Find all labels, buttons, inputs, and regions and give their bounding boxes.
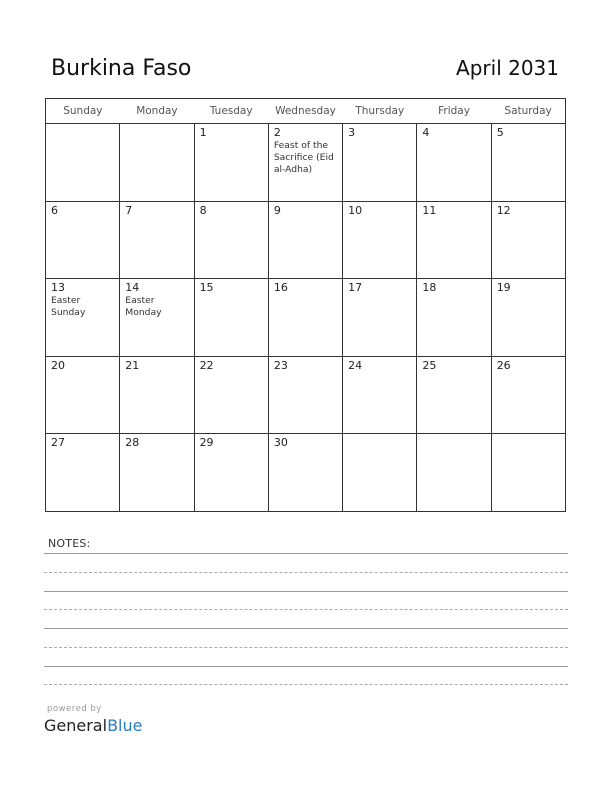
day-number: 8 bbox=[199, 203, 207, 217]
day-number: 4 bbox=[422, 126, 430, 139]
brand-logo[interactable] bbox=[44, 716, 142, 735]
month-year-title: April 2031 bbox=[456, 56, 559, 80]
day-number: 28 bbox=[125, 436, 140, 450]
calendar-grid bbox=[45, 98, 566, 512]
day-number: 24 bbox=[348, 358, 363, 372]
day-cell[interactable] bbox=[46, 279, 120, 357]
week-row bbox=[46, 356, 566, 434]
day-cell[interactable] bbox=[120, 279, 194, 357]
day-cell[interactable] bbox=[343, 201, 417, 279]
day-cell[interactable] bbox=[46, 434, 120, 512]
weekday-thursday: Thursday bbox=[343, 99, 417, 124]
notes-line bbox=[44, 591, 568, 592]
weekday-tuesday: Tuesday bbox=[194, 99, 268, 124]
notes-line bbox=[44, 609, 568, 610]
day-number: 3 bbox=[348, 126, 356, 139]
notes-line bbox=[44, 553, 568, 554]
day-cell[interactable] bbox=[491, 356, 565, 434]
notes-line bbox=[44, 684, 568, 685]
day-number: 16 bbox=[273, 281, 288, 295]
day-cell[interactable] bbox=[491, 201, 565, 279]
week-row bbox=[46, 124, 566, 202]
day-number: 1 bbox=[199, 126, 207, 139]
notes-line bbox=[44, 628, 568, 629]
weekday-friday: Friday bbox=[417, 99, 491, 124]
day-number: 27 bbox=[51, 436, 65, 450]
day-cell[interactable] bbox=[343, 356, 417, 434]
holiday-label: Easter Sunday bbox=[51, 295, 86, 319]
day-cell[interactable] bbox=[194, 434, 268, 512]
day-number: 5 bbox=[496, 126, 504, 139]
day-cell[interactable] bbox=[491, 279, 565, 357]
day-cell[interactable] bbox=[268, 434, 342, 512]
day-cell[interactable] bbox=[491, 434, 565, 512]
day-number: 13 bbox=[51, 281, 65, 295]
week-row bbox=[46, 201, 566, 279]
day-cell[interactable] bbox=[120, 201, 194, 279]
day-number: 10 bbox=[348, 203, 363, 217]
day-cell[interactable] bbox=[417, 279, 491, 357]
holiday-label: Feast of the Sacrifice (Eid al-Adha) bbox=[273, 140, 334, 175]
day-cell[interactable] bbox=[194, 356, 268, 434]
day-number: 9 bbox=[273, 203, 281, 217]
day-cell[interactable] bbox=[417, 124, 491, 202]
day-number: 26 bbox=[496, 358, 511, 372]
day-number: 30 bbox=[273, 436, 288, 450]
day-number: 12 bbox=[496, 203, 511, 217]
week-row bbox=[46, 279, 566, 357]
day-cell[interactable] bbox=[268, 356, 342, 434]
day-number: 20 bbox=[51, 358, 65, 372]
day-cell[interactable] bbox=[417, 201, 491, 279]
weekday-wednesday: Wednesday bbox=[268, 99, 342, 124]
brand-blue: Blue bbox=[107, 716, 143, 735]
weekday-monday: Monday bbox=[120, 99, 194, 124]
day-cell[interactable] bbox=[491, 124, 565, 202]
notes-line bbox=[44, 647, 568, 648]
day-cell[interactable] bbox=[268, 279, 342, 357]
day-cell[interactable] bbox=[343, 434, 417, 512]
day-number: 7 bbox=[125, 203, 133, 217]
day-cell[interactable] bbox=[120, 124, 194, 202]
day-cell[interactable] bbox=[46, 356, 120, 434]
day-number: 2 bbox=[273, 126, 281, 139]
powered-by-text: powered by bbox=[47, 704, 102, 714]
notes-line bbox=[44, 572, 568, 573]
day-cell[interactable] bbox=[194, 124, 268, 202]
day-cell[interactable] bbox=[343, 279, 417, 357]
day-cell[interactable] bbox=[417, 356, 491, 434]
day-cell[interactable] bbox=[268, 124, 342, 202]
day-number: 17 bbox=[348, 281, 363, 295]
day-number: 22 bbox=[199, 358, 214, 372]
day-cell[interactable] bbox=[194, 279, 268, 357]
day-cell[interactable] bbox=[343, 124, 417, 202]
day-cell[interactable] bbox=[268, 201, 342, 279]
day-cell[interactable] bbox=[120, 434, 194, 512]
day-number: 6 bbox=[51, 203, 58, 217]
day-number: 21 bbox=[125, 358, 140, 372]
notes-line bbox=[44, 666, 568, 667]
day-number: 23 bbox=[273, 358, 288, 372]
weekday-sunday: Sunday bbox=[46, 99, 120, 124]
day-cell[interactable] bbox=[46, 124, 120, 202]
day-number: 15 bbox=[199, 281, 214, 295]
holiday-label: Easter Monday bbox=[125, 295, 162, 319]
day-cell[interactable] bbox=[120, 356, 194, 434]
day-number: 11 bbox=[422, 203, 437, 217]
day-number: 29 bbox=[199, 436, 214, 450]
weekday-header-row bbox=[46, 99, 566, 124]
day-number: 19 bbox=[496, 281, 511, 295]
weekday-saturday: Saturday bbox=[491, 99, 565, 124]
day-cell[interactable] bbox=[417, 434, 491, 512]
brand-general: General bbox=[44, 716, 108, 735]
week-row bbox=[46, 434, 566, 512]
day-cell[interactable] bbox=[46, 201, 120, 279]
notes-label: NOTES: bbox=[48, 537, 91, 550]
day-cell[interactable] bbox=[194, 201, 268, 279]
day-number: 14 bbox=[125, 281, 140, 295]
day-number: 18 bbox=[422, 281, 437, 295]
day-number: 25 bbox=[422, 358, 437, 372]
country-title: Burkina Faso bbox=[51, 56, 192, 81]
